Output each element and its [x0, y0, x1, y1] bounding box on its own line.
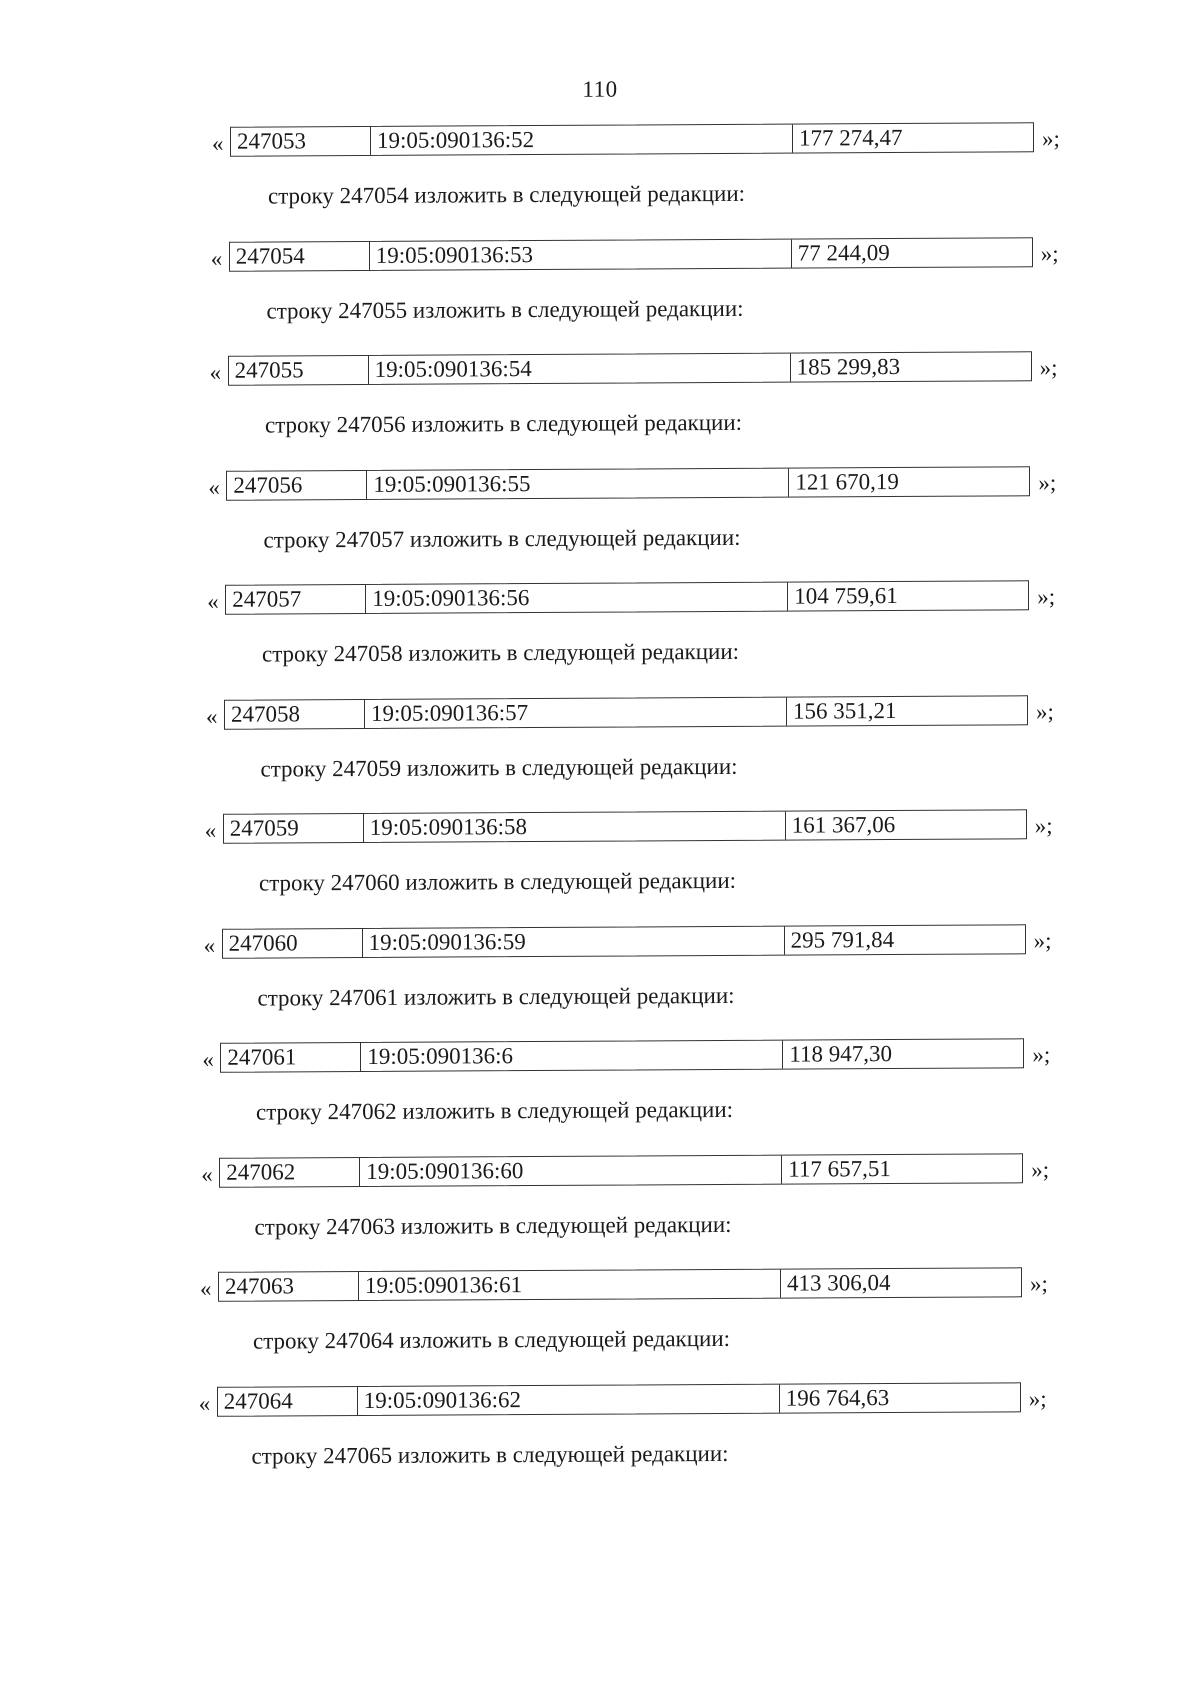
row-table: [218, 1267, 1022, 1301]
instruction-text: строку 247060 изложить в следующей редакции:: [259, 867, 737, 896]
instruction-text: строку 247062 изложить в следующей редакции:: [256, 1096, 734, 1125]
row-number-cell: 247057: [226, 585, 366, 614]
instruction-text: строку 247055 изложить в следующей редакции:: [266, 295, 744, 324]
closing-quote: »;: [1032, 1042, 1051, 1068]
closing-quote: »;: [1037, 584, 1056, 610]
row-number-cell: 247055: [229, 356, 369, 385]
opening-quote: «: [198, 1390, 211, 1416]
opening-quote: «: [212, 130, 224, 156]
row-number-cell: 247059: [224, 814, 364, 843]
closing-quote: »;: [1031, 1156, 1050, 1182]
row-number-cell: 247060: [223, 928, 363, 957]
instruction-text: строку 247065 изложить в следующей редакции:: [251, 1440, 729, 1469]
row-number-cell: 247056: [227, 470, 367, 499]
row-table: [219, 1153, 1023, 1187]
row-table: [230, 122, 1034, 156]
cadastral-number-cell: 19:05:090136:55: [367, 468, 789, 498]
row-number-cell: 247062: [220, 1157, 360, 1186]
opening-quote: «: [200, 1275, 212, 1301]
instruction-text: строку 247054 изложить в следующей редакции:: [268, 180, 746, 209]
table-row: [212, 122, 1082, 159]
table-row: [206, 694, 1076, 731]
row-table: [225, 580, 1029, 614]
table-row: [211, 236, 1081, 273]
cadastral-number-cell: 19:05:090136:53: [370, 239, 792, 269]
instruction-text: строку 247064 изложить в следующей редакции:: [253, 1325, 731, 1354]
closing-quote: »;: [1030, 1271, 1048, 1297]
row-number-cell: 247061: [221, 1043, 361, 1072]
cadastral-number-cell: 19:05:090136:62: [358, 1384, 780, 1414]
row-table: [223, 809, 1027, 843]
row-table: [217, 1382, 1021, 1416]
cadastral-number-cell: 19:05:090136:58: [364, 812, 786, 842]
instruction-text: строку 247059 изложить в следующей редакции:: [260, 753, 738, 782]
table-row: [210, 351, 1080, 388]
closing-quote: »;: [1036, 698, 1054, 724]
page-number: 110: [582, 76, 618, 102]
opening-quote: «: [207, 588, 219, 614]
table-row: [200, 1267, 1070, 1304]
value-cell: 156 351,21: [793, 697, 897, 724]
table-row: [205, 809, 1075, 846]
cadastral-number-cell: 19:05:090136:54: [369, 354, 791, 384]
closing-quote: »;: [1039, 355, 1058, 381]
closing-quote: »;: [1028, 1385, 1047, 1411]
row-table: [220, 1038, 1024, 1072]
table-row: [199, 1382, 1069, 1419]
opening-quote: «: [210, 245, 223, 271]
opening-quote: «: [204, 817, 217, 843]
table-row: [207, 580, 1077, 617]
closing-quote: »;: [1038, 469, 1057, 495]
value-cell: 413 306,04: [787, 1270, 891, 1296]
cadastral-number-cell: 19:05:090136:59: [363, 926, 785, 956]
instruction-text: строку 247061 изложить в следующей редакции:: [257, 982, 735, 1011]
table-row: [204, 924, 1074, 961]
value-cell: 161 367,06: [791, 811, 896, 838]
row-number-cell: 247053: [231, 127, 371, 156]
instruction-text: строку 247058 изложить в следующей редакции:: [262, 638, 740, 667]
value-cell: 196 764,63: [785, 1384, 890, 1411]
row-number-cell: 247063: [219, 1272, 359, 1301]
instruction-text: строку 247057 изложить в следующей редакции:: [263, 524, 741, 553]
instruction-text: строку 247056 изложить в следующей редакции:: [265, 409, 743, 438]
opening-quote: «: [206, 703, 218, 729]
row-table: [226, 466, 1030, 500]
cadastral-number-cell: 19:05:090136:60: [360, 1155, 782, 1185]
row-table: [224, 695, 1028, 729]
value-cell: 121 670,19: [795, 468, 899, 495]
row-table: [228, 351, 1032, 385]
row-number-cell: 247064: [218, 1387, 358, 1416]
table-row: [201, 1153, 1071, 1190]
cadastral-number-cell: 19:05:090136:6: [361, 1041, 783, 1071]
row-number-cell: 247054: [230, 241, 370, 270]
value-cell: 185 299,83: [796, 353, 901, 380]
value-cell: 117 657,51: [788, 1155, 891, 1182]
opening-quote: «: [201, 1161, 213, 1187]
cadastral-number-cell: 19:05:090136:52: [371, 125, 793, 155]
value-cell: 77 244,09: [797, 239, 890, 266]
table-row: [208, 465, 1078, 502]
opening-quote: «: [202, 1046, 214, 1072]
closing-quote: »;: [1042, 126, 1060, 152]
value-cell: 295 791,84: [790, 926, 895, 953]
closing-quote: »;: [1040, 240, 1059, 266]
table-row: [202, 1038, 1072, 1075]
closing-quote: »;: [1034, 813, 1053, 839]
cadastral-number-cell: 19:05:090136:56: [366, 583, 788, 613]
opening-quote: «: [203, 932, 216, 958]
cadastral-number-cell: 19:05:090136:61: [359, 1270, 781, 1300]
value-cell: 118 947,30: [789, 1041, 893, 1067]
row-table: [222, 924, 1026, 958]
value-cell: 104 759,61: [794, 582, 898, 609]
value-cell: 177 274,47: [799, 124, 903, 151]
closing-quote: »;: [1033, 927, 1052, 953]
instruction-text: строку 247063 изложить в следующей редакции:: [254, 1211, 732, 1240]
row-number-cell: 247058: [225, 699, 365, 728]
opening-quote: «: [208, 474, 220, 500]
cadastral-number-cell: 19:05:090136:57: [365, 697, 787, 727]
opening-quote: «: [209, 359, 222, 385]
row-table: [229, 237, 1033, 271]
